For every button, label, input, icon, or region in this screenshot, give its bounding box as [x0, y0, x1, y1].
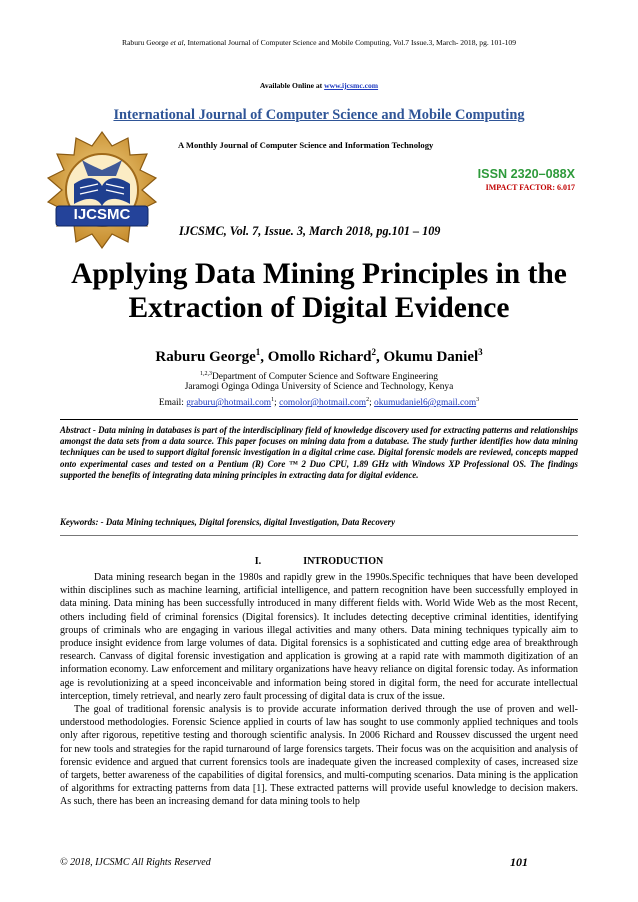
paper-title: [0, 257, 638, 325]
copyright: © 2018, IJCSMC All Rights Reserved: [60, 857, 211, 868]
paragraph-2: The goal of traditional forensic analysis is to provide accurate information derived through the use of proven and well-understood methodologies. Forensic Science applied in courts of law has sought to use commonly applied techniques and tools only after rigorous, repetitive testing and thorough scientific analysis. In 2006 Richard and Roussev discussed the urgent need for new tools and strategies for the rapid turnaround of large forensics targets. Their focus was on the acquisition and analysis of forensic evidence and argued that current forensics tools are inadequate given the increased complexity of cases, increased size of targets, better awareness of the capabilities of digital forensics, and multi-computing scenarios. Data mining is the application of algorithms for extracting patterns from data [1]. These extracted patterns will provide useful knowledge to decision makers. As such, there has been an increasing demand for data mining tools to help: [60, 704, 578, 808]
affiliation-university: Jaramogi Oginga Odinga University of Science and Technology, Kenya: [184, 382, 454, 392]
issn: ISSN 2320–088X: [477, 167, 575, 181]
volume-info: IJCSMC, Vol. 7, Issue. 3, March 2018, pg.101 – 109: [179, 224, 441, 238]
title-line-1: Applying Data Mining Principles in the: [71, 258, 567, 290]
keywords: Keywords: - Data Mining techniques, Digital forensics, digital Investigation, Data Recovery: [60, 517, 396, 527]
impact-factor: IMPACT FACTOR: 6.017: [485, 183, 575, 192]
page-number: 101: [510, 855, 528, 869]
journal-name: International Journal of Computer Science and Mobile Computing: [113, 107, 525, 123]
abstract-bottom-rule: [60, 535, 578, 536]
email-link-3[interactable]: okumudaniel6@gmail.com: [374, 398, 477, 409]
affiliation-department: $^{1,2,3}$Department of Computer Science and Software Engineering: [200, 371, 438, 383]
running-author: Raburu George: [122, 38, 169, 47]
running-header: [0, 38, 638, 47]
section-number: I.: [254, 556, 262, 567]
journal-subtitle: A Monthly Journal of Computer Science and Information Technology: [178, 140, 434, 150]
running-etal: et al: [170, 38, 184, 47]
journal-url-link[interactable]: www.ijcsmc.com: [324, 81, 379, 90]
email-link-2[interactable]: comolor@hotmail.com: [279, 398, 367, 409]
affil-sup: 1,2,3: [200, 371, 213, 377]
body-text: [60, 571, 578, 809]
section-heading: [0, 556, 638, 567]
svg-text:IJCSMC: IJCSMC: [73, 206, 131, 223]
author-1: Raburu George: [155, 349, 256, 365]
email-line: Email: graburu@hotmail.com$^1$; comolor@hotmail.com$^2$; okumudaniel6@gmail.com$^3$: [158, 397, 480, 409]
section-title: INTRODUCTION: [303, 556, 384, 567]
available-prefix: Available Online at: [259, 81, 325, 90]
abstract: Abstract - Data mining in databases is part of the interdisciplinary field of knowledge discovery used for extracting patterns and relationships amongst the data sets from a data source. This paper focuses on mining data from a database. The study further identifies how data mining techniques can be used to support digital forensic investigation in a digital crime case. Digital forensic models are reviewed, concepts mapped onto experimental cases and tested on a Pentium (R) Core ™ 2 Duo CPU, 1.89 GHz with Windows XP Professional OS. The findings supported the benefits of integrating data mining principles in extracting data for digital evidence.: [60, 425, 578, 480]
email-link-1[interactable]: graburu@hotmail.com: [186, 398, 272, 409]
available-online: [0, 81, 638, 90]
journal-logo: [40, 128, 164, 252]
author-list: Raburu George$^1$, Omollo Richard$^2$, Okumu Daniel$^3$: [155, 347, 483, 365]
author-2: Omollo Richard: [267, 349, 372, 365]
running-rest: , International Journal of Computer Science and Mobile Computing, Vol.7 Issue.3, March- 2018, pg. 101-109: [183, 38, 516, 47]
author-2-sup: 2: [371, 347, 377, 357]
author-3: Okumu Daniel: [383, 349, 479, 365]
abstract-top-rule: [60, 419, 578, 420]
author-1-sup: 1: [255, 347, 261, 357]
paragraph-1: Data mining research began in the 1980s and rapidly grew in the 1990s.Specific techniques that have been developed within disciplines such as machine learning, artificial intelligence, and pattern recognition have been successfully employed in data mining. Data mining has been successfully introduced in many different fields with. World Wide Web as the most Recent, others including field of criminal forensics (Digital forensics). It includes detecting deceptive criminal identities, identifying groups of criminals who are engaging in various illegal activities and many others. Data mining techniques typically aim to produce insight evidence from large volumes of data. Digital forensics is a sophisticated and cutting edge area of breakthrough research. Canvass of digital forensic investigation and application is growing at a rapid rate with mammoth digitization of an information economy. Law enforcement and military organizations have heavy reliance on digital forensic today. As information age is revolutionizing at a speed inconceivable and information being stored in digital form, the need for accurate intellectual interception, timely retrieval, and nearly zero fault processing of digital data is crux of the issue.: [60, 572, 578, 702]
ijcsmc-logo-icon: [40, 128, 164, 252]
title-line-2: Extraction of Digital Evidence: [128, 292, 510, 324]
author-3-sup: 3: [478, 347, 483, 357]
